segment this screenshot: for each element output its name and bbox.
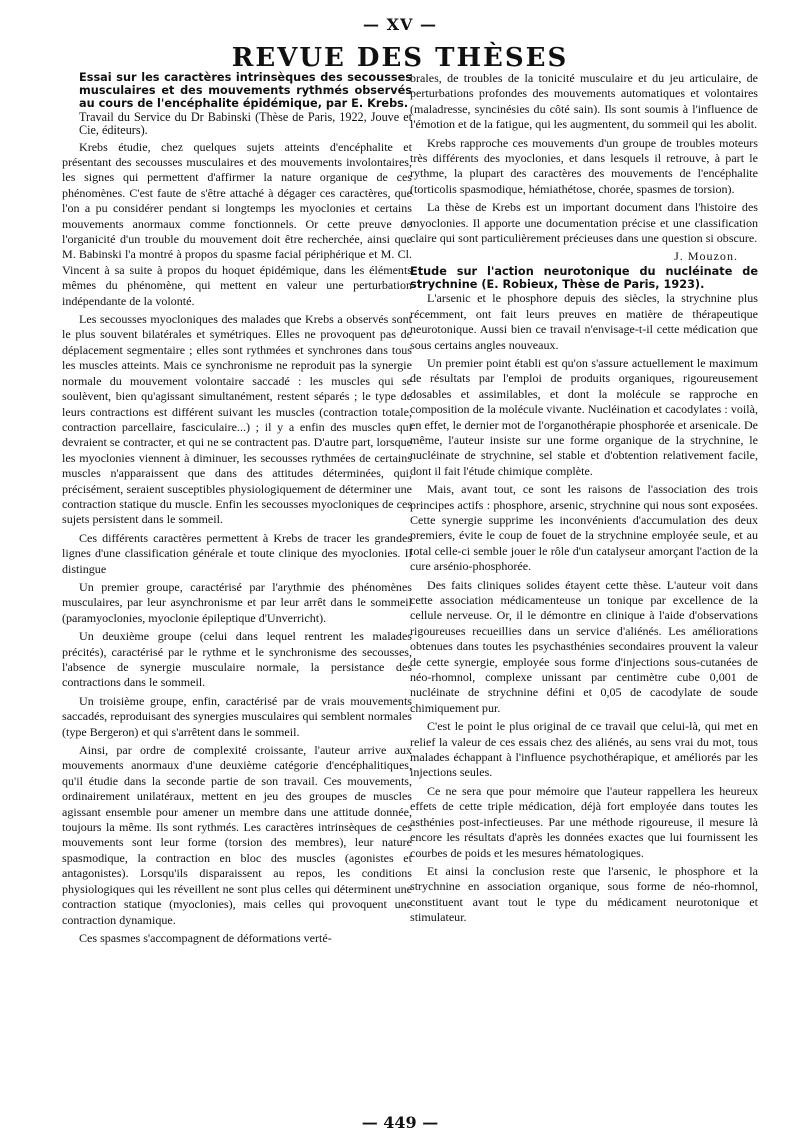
- paragraph: L'arsenic et le phosphore depuis des siècles, la strychnine plus récemment, ont fait leurs preuves en matière de thérapeutique neurotonique. Aussi bien ce travail n'envisage-t-il cette médication que sous certains angles nouveaux.: [410, 291, 758, 352]
- page-number-roman: — XV —: [363, 15, 437, 34]
- paragraph: Un premier point établi est qu'on s'assure actuellement le maximum de résultats par l'emploi de produits organiques, rigoureusement dosables et assimilables, et dont la molécule se rapproche en composition de la molécule vivante. Nucléination et cacodylates : voilà, en effet, le dernier mot de l'organothérapie phosphorée et arsenicale. De même, l'auteur insiste sur une forme organique de la strychnine, le nucléinate de strychnine, sel stable et d'obtention relativement facile, dont il fait l'étude chimique complète.: [410, 355, 758, 478]
- paragraph: Et ainsi la conclusion reste que l'arsenic, le phosphore et la strychnine en association organique, sous forme de néo-rhomnol, constituent avant tout le type du médicament neurotonique et stimulateur.: [410, 863, 758, 925]
- paragraph: brales, de troubles de la tonicité musculaire et du jeu articulaire, de perturbations profondes des mouvements automatiques et volontaires (maladresse, syncinésies du côté sain). Ils sont soumis à l'influence de l'émotion et de la fatigue, qui les augmentent, du sommeil qui les abolit.: [410, 71, 758, 132]
- section-title: REVUE DES THÈSES: [231, 43, 569, 73]
- paragraph: Ainsi, par ordre de complexité croissante, l'auteur arrive aux mouvements anormaux d'une deuxième catégorie d'encéphalitiques, qu'il étudie dans la seconde partie de son travail. Ces mouvements, ordinairement unilatéraux, mettent en jeu des groupes de muscles agissant ensemble pour amener un membre dans une attitude donnée, toujours la même. Ils sont rythmés. Les caractères intrinsèques de ces mouvements sont leur forme (torsion des membres), leur nature spasmodique, la contraction en bloc des muscles (agonistes et antagonistes). Lorsqu'ils disparaissent au repos, les conditions physiologiques qui les réveillent ne sont plus celles qui déterminent une contraction statique (myoclonies), mais celles qui provoquent une contraction dynamique.: [62, 743, 412, 927]
- article-title: Essai sur les caractères intrinsèques des secousses musculaires et des mouvements rythmés observés au cours de l'encéphalite épidémique, par E. Krebs.: [79, 71, 412, 111]
- paragraph: C'est le point le plus original de ce travail que celui-là, qui met en relief la valeur de ces essais chez des aliénés, au sens vrai du mot, tous malades échappant à l'influence psychothérapique, et améliorés par les injections seules.: [410, 719, 758, 780]
- paragraph: Les secousses myocloniques des malades que Krebs a observés sont le plus souvent bilatérales et symétriques. Elles ne provoquent pas de déplacement segmentaire ; elles sont rythmées et synchrones dans tous les muscles atteints. Mais ce synchronisme ne reproduit pas la synergie normale du mouvement volontaire saccadé : les muscles qui se soulèvent, bien qu'agissant simultanément, restent séparés ; le type de leurs contractions est différent suivant les muscles (contraction totale, contraction parcellaire, fasciculaire...) ; il y a enfin des muscles qui devraient se contracter, et qui ne se contractent pas. D'autre part, lorsque les myoclonies viennent à diminuer, les secousses rythmées de certains muscles n'apparaissent que dans des attitudes déterminées, qui, précisément, seraient susceptibles physiologiquement de déterminer une contraction statique du muscle. Enfin les secousses myocloniques de ces sujets persistent dans le sommeil.: [62, 312, 412, 527]
- paragraph: Ces différents caractères permettent à Krebs de tracer les grandes lignes d'une classification générale et toute clinique des myoclonies. Il distingue: [62, 530, 412, 576]
- paragraph: Krebs étudie, chez quelques sujets atteints d'encéphalite et présentant des secousses musculaires et des mouvements involontaires, les signes qui permettent d'affirmer la nature organique de ces phénomènes. C'est faute de s'être attaché à dégager ces caractères, que l'on a pu considérer pendant si longtemps les myoclonies et certains mouvements anormaux comme fonctionnels. Or cette preuve de l'organicité d'un trouble du mouvement doit être recherchée, ainsi que M. Babinski l'a montré à propos du spasme facial périphérique et M. Cl. Vincent à sa suite à propos du hoquet épidémique, dans les éléments mêmes du phénomène, qui mettent en valeur une perturbation indépendante de la volonté.: [62, 139, 412, 308]
- article-source: Travail du Service du Dr Babinski (Thèse de Paris, 1922, Jouve et Cie, éditeurs).: [79, 109, 412, 138]
- paragraph: Un premier groupe, caractérisé par l'arythmie des phénomènes musculaires, par leur asynchronisme et par leur arrêt dans le sommeil (paramyoclonies, myoclonie épileptique d'Unverricht).: [62, 579, 412, 625]
- paragraph: Mais, avant tout, ce sont les raisons de l'association des trois principes actifs : phosphore, arsenic, strychnine qui nous sont exposées. Cette synergie supprime les inconvénients d'accumulation des deux premiers, évite le coup de fouet de la strychnine employée seule, et au total celle-ci semble jouer le rôle d'un catalyseur amorçant l'action de la cure arsénio-phosphorée.: [410, 482, 758, 574]
- paragraph: Krebs rapproche ces mouvements d'un groupe de troubles moteurs très différents des myoclonies, et dans lesquels il retrouve, à part le rythme, la plupart des caractères des mouvements de l'encéphalite (torticolis spasmodique, hémiathétose, chorée, spasmes de torsion).: [410, 135, 758, 196]
- paragraph: Des faits cliniques solides étayent cette thèse. L'auteur voit dans cette association médicamenteuse un tonique par excellence de la cellule nerveuse. Or, il le démontre en clinique à l'aide d'observations rigoureuses recueillies dans un service d'aliénés. Les améliorations obtenues dans toutes les psychasthénies secondaires prouvent la valeur de cette synergie, employée sous forme d'injections sous-cutanées de néo-rhomnol, complexe unissant par centimètre cube 0,001 de nucléinate de strychnine défini et 0,05 de cacodylate de soude chimiquement pur.: [410, 577, 758, 715]
- paragraph: Ces spasmes s'accompagnent de déformations verté-: [79, 930, 332, 945]
- page-number: — 449 —: [361, 1113, 439, 1132]
- right-column: [410, 71, 758, 929]
- paragraph: Un deuxième groupe (celui dans lequel rentrent les malades précités), caractérisé par le rythme et le synchronisme des secousses, l'absence de synergie musculaire normale, la persistance des contractions dans le sommeil.: [62, 629, 412, 690]
- left-column: [62, 71, 412, 949]
- paragraph: La thèse de Krebs est un important document dans l'histoire des myoclonies. Il apporte une documentation précise et une classification claire qui sont particulièrement précieuses dans une question si obscure.: [410, 200, 758, 246]
- paragraph: Un troisième groupe, enfin, caractérisé par de vrais mouvements saccadés, reproduisant des synergies musculaires qui semblent normales (type Bergeron) et qui s'arrêtent dans le sommeil.: [62, 693, 412, 739]
- paragraph: Ce ne sera que pour mémoire que l'auteur rappellera les heureux effets de cette triple médication, déjà fort employée dans toutes les asthénies post-infectieuses. Par une méthode rigoureuse, il mesure là encore les résultats d'après les données exactes que lui fournissent les courbes de poids et les mesures hématologiques.: [410, 783, 758, 860]
- article-title: Etude sur l'action neurotonique du nucléinate de strychnine (E. Robieux, Thèse de Paris, 1923).: [410, 264, 758, 292]
- author-signature: J. Mouzon.: [674, 249, 738, 264]
